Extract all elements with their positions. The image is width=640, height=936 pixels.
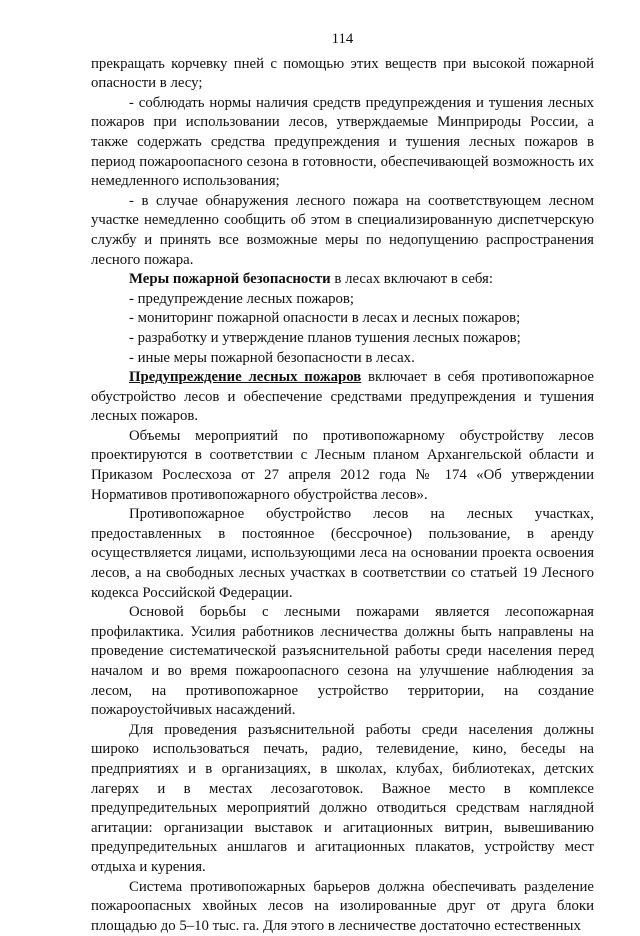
list-item: - мониторинг пожарной опасности в лесах и лесных пожаров; (129, 310, 521, 327)
paragraph-fire-reporting: - в случае обнаружения лесного пожара на соответствующем лесном участке немедленно сообщить об этом в специализированную диспетчерскую службу и принять все возможные меры по недопущению распространения лесного пожара. (91, 192, 594, 268)
paragraph-volumes: Объемы мероприятий по противопожарному обустройству лесов проектируются в соответствии с Лесным планом Архангельской области и Приказом Рослесхоза от 27 апреля 2012 года № 174 «Об утверждении Нормативов противопожарного обустройства лесов». (91, 427, 594, 503)
paragraph-fire-prevention (91, 368, 594, 427)
paragraph-fire-safety-measures (91, 270, 594, 290)
paragraph-fire-equipment-norms: - соблюдать нормы наличия средств предупреждения и тушения лесных пожаров при использовании лесов, утверждаемые Минприроды России, а также содержать средства предупреждения и тушения лесных пожаров в период пожароопасного сезона в готовности, обеспечивающей возможность их немедленного использования; (91, 94, 594, 190)
paragraph-fire-arrangement: Противопожарное обустройство лесов на лесных участках, предоставленных в постоянное (бессрочное) пользование, в аренду осуществляется лицами, использующими леса на основании проекта освоения лесов, а на свободных лесных участках в соответствии со статьей 19 Лесного кодекса Российской Федерации. (91, 506, 594, 601)
list-item: - иные меры пожарной безопасности в лесах. (129, 349, 415, 366)
fire-safety-measures-text: в лесах включают в себя: (330, 271, 493, 288)
page-number: 114 (331, 31, 354, 47)
list-item: - разработку и утверждение планов тушения лесных пожаров; (129, 329, 521, 346)
paragraph-prophylaxis: Основой борьбы с лесными пожарами является лесопожарная профилактика. Усилия работников лесничества должны быть направлены на проведение систематической разъяснительной работы среди населения перед началом и во время пожароопасного сезона на улучшение наблюдения за лесом, на противопожарное устройство территории, на создание пожароустойчивых насаждений. (91, 604, 594, 719)
paragraph-outreach: Для проведения разъяснительной работы среди населения должны широко использоваться печать, радио, телевидение, кино, беседы на предприятиях и в организациях, в школах, клубах, библиотеках, детских лагерях и в местах лесозаготовок. Важное место в комплексе предупредительных мероприятий должно отводиться средствам наглядной агитации: организации выставок и агитационных витрин, вывешиванию предупредительных аншлагов и агитационных плакатов, устройству мест отдыха и курения. (91, 721, 594, 875)
fire-prevention-heading: Предупреждение лесных пожаров (129, 369, 362, 386)
list-item: - предупреждение лесных пожаров; (129, 290, 355, 307)
fire-prevention-text: включает в себя противопожарное обустройство лесов и обеспечение средствами предупреждения и тушения лесных пожаров. (91, 369, 594, 425)
paragraph-continuation: прекращать корчевку пней с помощью этих веществ при высокой пожарной опасности в лесу; (91, 55, 594, 92)
paragraph-fire-barriers: Система противопожарных барьеров должна обеспечивать разделение пожароопасных хвойных лесов на изолированные друг от друга блоки площадью до 5–10 тыс. га. Для этого в лесничестве достаточно естественных (91, 878, 594, 934)
fire-safety-measures-list (91, 290, 594, 368)
fire-safety-measures-heading: Меры пожарной безопасности (129, 271, 331, 288)
